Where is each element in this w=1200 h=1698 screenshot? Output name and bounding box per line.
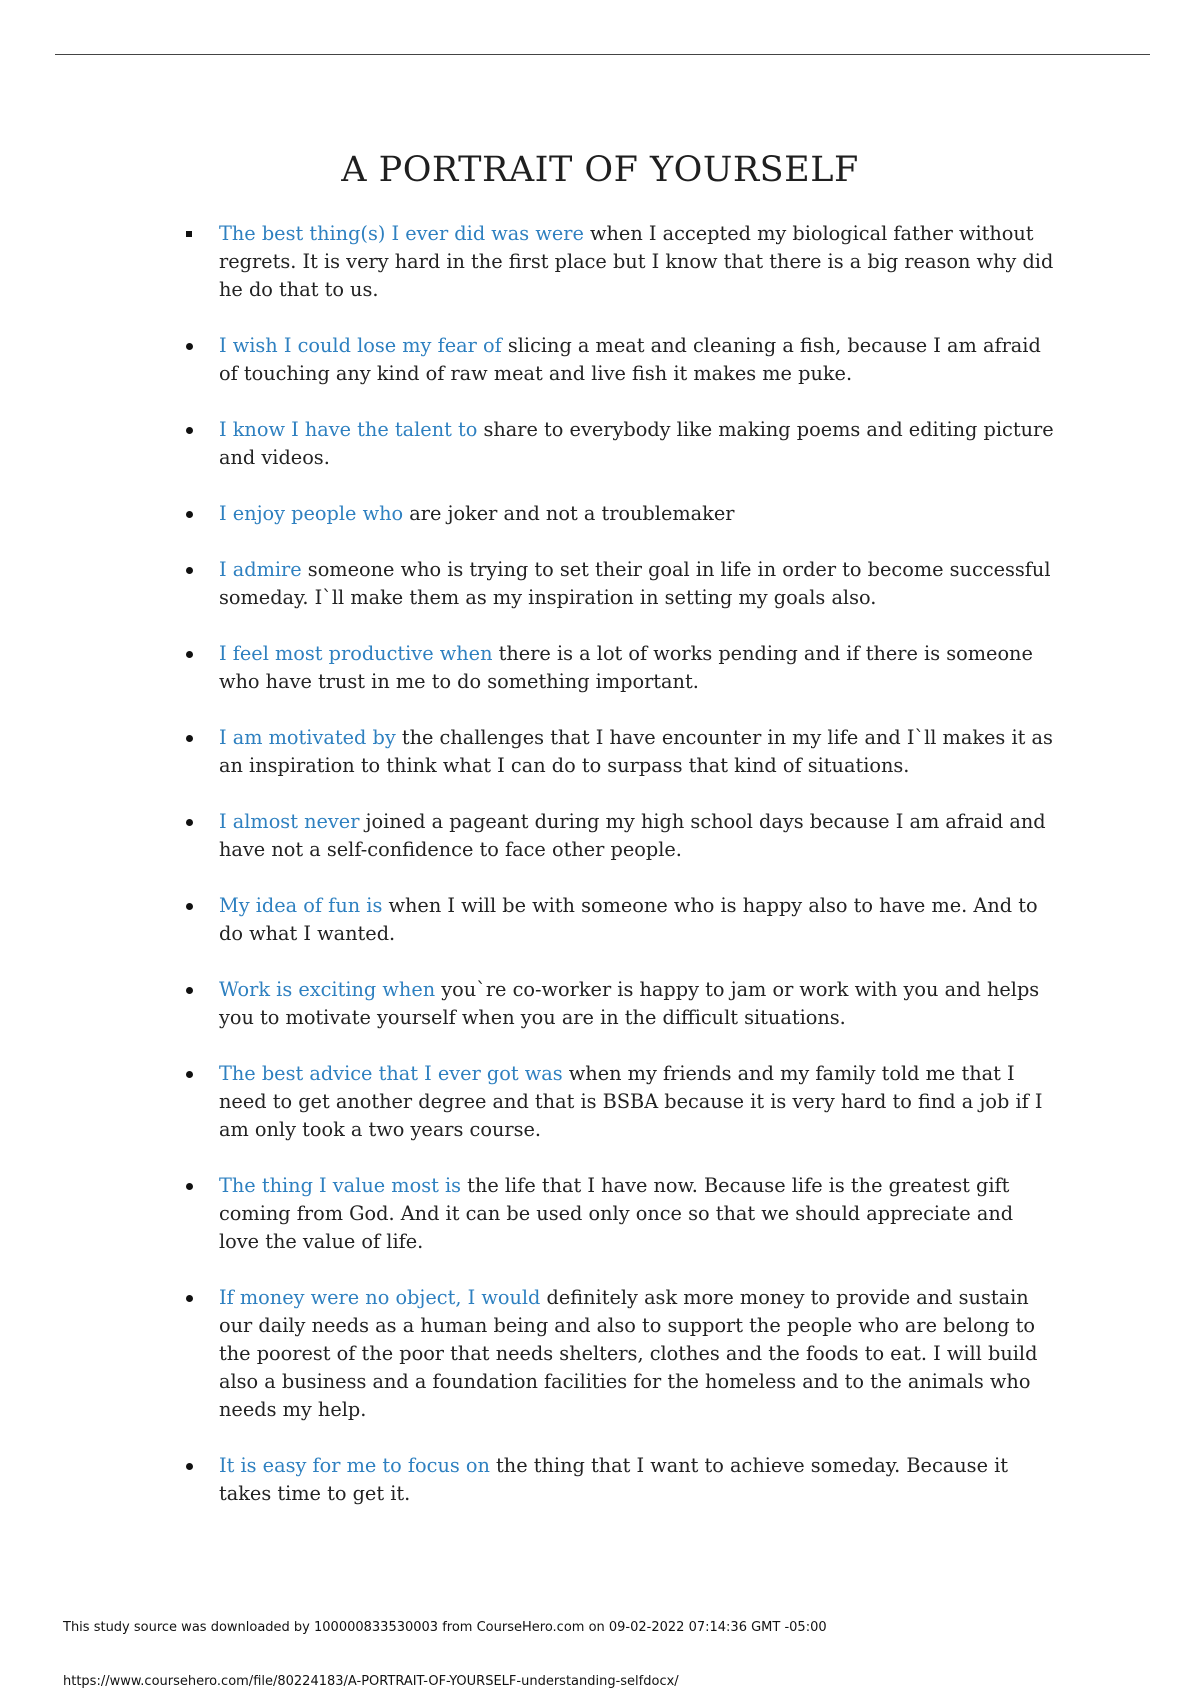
item-prompt: My idea of fun is [219, 894, 383, 917]
list-item [219, 1172, 1059, 1256]
item-prompt: I admire [219, 558, 302, 581]
item-prompt: Work is exciting when [219, 978, 436, 1001]
bullet-icon [186, 427, 193, 434]
item-answer: slicing a meat and cleaning a fish, because I am afraid of touching any kind of raw meat and live fish it makes me puke. [219, 334, 1041, 385]
item-answer: when I will be with someone who is happy also to have me. And to do what I wanted. [219, 894, 1038, 945]
list-item [219, 724, 1059, 780]
prompt-list [0, 220, 1200, 1536]
list-item [219, 892, 1059, 948]
bullet-icon [186, 735, 193, 742]
list-item [219, 500, 1059, 528]
list-item [219, 1284, 1059, 1424]
item-prompt: The best thing(s) I ever did was were [219, 222, 584, 245]
source-url-link[interactable]: https://www.coursehero.com/file/80224183/A-PORTRAIT-OF-YOURSELF-understanding-selfdocx/ [63, 1674, 679, 1689]
item-answer: there is a lot of works pending and if there is someone who have trust in me to do something important. [219, 642, 1033, 693]
item-answer: definitely ask more money to provide and sustain our daily needs as a human being and also to support the people who are belong to the poorest of the poor that needs shelters, clothes and the foods to eat. I will build also a business and a foundation facilities for the homeless and to the animals who needs my help. [219, 1286, 1038, 1421]
bullet-icon [186, 819, 193, 826]
list-item [219, 416, 1059, 472]
top-rule [55, 54, 1150, 55]
list-item [219, 808, 1059, 864]
item-answer: the life that I have now. Because life is the greatest gift coming from God. And it can be used only once so that we should appreciate and love the value of life. [219, 1174, 1014, 1253]
item-answer: share to everybody like making poems and editing picture and videos. [219, 418, 1054, 469]
bullet-icon [186, 651, 193, 658]
bullet-icon [186, 987, 193, 994]
bullet-icon [186, 903, 193, 910]
item-answer: someone who is trying to set their goal in life in order to become successful someday. I`ll make them as my inspiration in setting my goals also. [219, 558, 1051, 609]
item-prompt: I enjoy people who [219, 502, 404, 525]
bullet-icon [186, 567, 193, 574]
item-prompt: I almost never [219, 810, 360, 833]
bullet-icon [186, 1183, 193, 1190]
item-answer: when my friends and my family told me that I need to get another degree and that is BSBA because it is very hard to find a job if I am only took a two years course. [219, 1062, 1043, 1141]
item-prompt: It is easy for me to focus on [219, 1454, 490, 1477]
download-notice: This study source was downloaded by 100000833530003 from CourseHero.com on 09-02-2022 07:14:36 GMT -05:00 [63, 1620, 827, 1635]
bullet-icon [186, 1071, 193, 1078]
list-item [219, 556, 1059, 612]
square-bullet-icon [186, 231, 192, 237]
list-item [219, 220, 1059, 304]
item-answer: the challenges that I have encounter in my life and I`ll makes it as an inspiration to think what I can do to surpass that kind of situations. [219, 726, 1053, 777]
item-prompt: If money were no object, I would [219, 1286, 541, 1309]
item-prompt: I feel most productive when [219, 642, 493, 665]
list-item [219, 1452, 1059, 1508]
item-prompt: I am motivated by [219, 726, 396, 749]
item-prompt: The best advice that I ever got was [219, 1062, 563, 1085]
item-prompt: The thing I value most is [219, 1174, 462, 1197]
item-answer: joined a pageant during my high school days because I am afraid and have not a self-confidence to face other people. [219, 810, 1046, 861]
bullet-icon [186, 1295, 193, 1302]
list-item [219, 976, 1059, 1032]
item-prompt: I know I have the talent to [219, 418, 478, 441]
list-item [219, 640, 1059, 696]
bullet-icon [186, 1463, 193, 1470]
list-item [219, 1060, 1059, 1144]
list-item [219, 332, 1059, 388]
item-prompt: I wish I could lose my fear of [219, 334, 502, 357]
bullet-icon [186, 511, 193, 518]
item-answer: are joker and not a troublemaker [403, 502, 735, 525]
bullet-icon [186, 343, 193, 350]
page-title: A PORTRAIT OF YOURSELF [341, 150, 859, 190]
item-answer: you`re co-worker is happy to jam or work with you and helps you to motivate yourself when you are in the difficult situations. [219, 978, 1040, 1029]
item-answer: when I accepted my biological father without regrets. It is very hard in the first place but I know that there is a big reason why did he do that to us. [219, 222, 1054, 301]
item-answer: the thing that I want to achieve someday. Because it takes time to get it. [219, 1454, 1009, 1505]
